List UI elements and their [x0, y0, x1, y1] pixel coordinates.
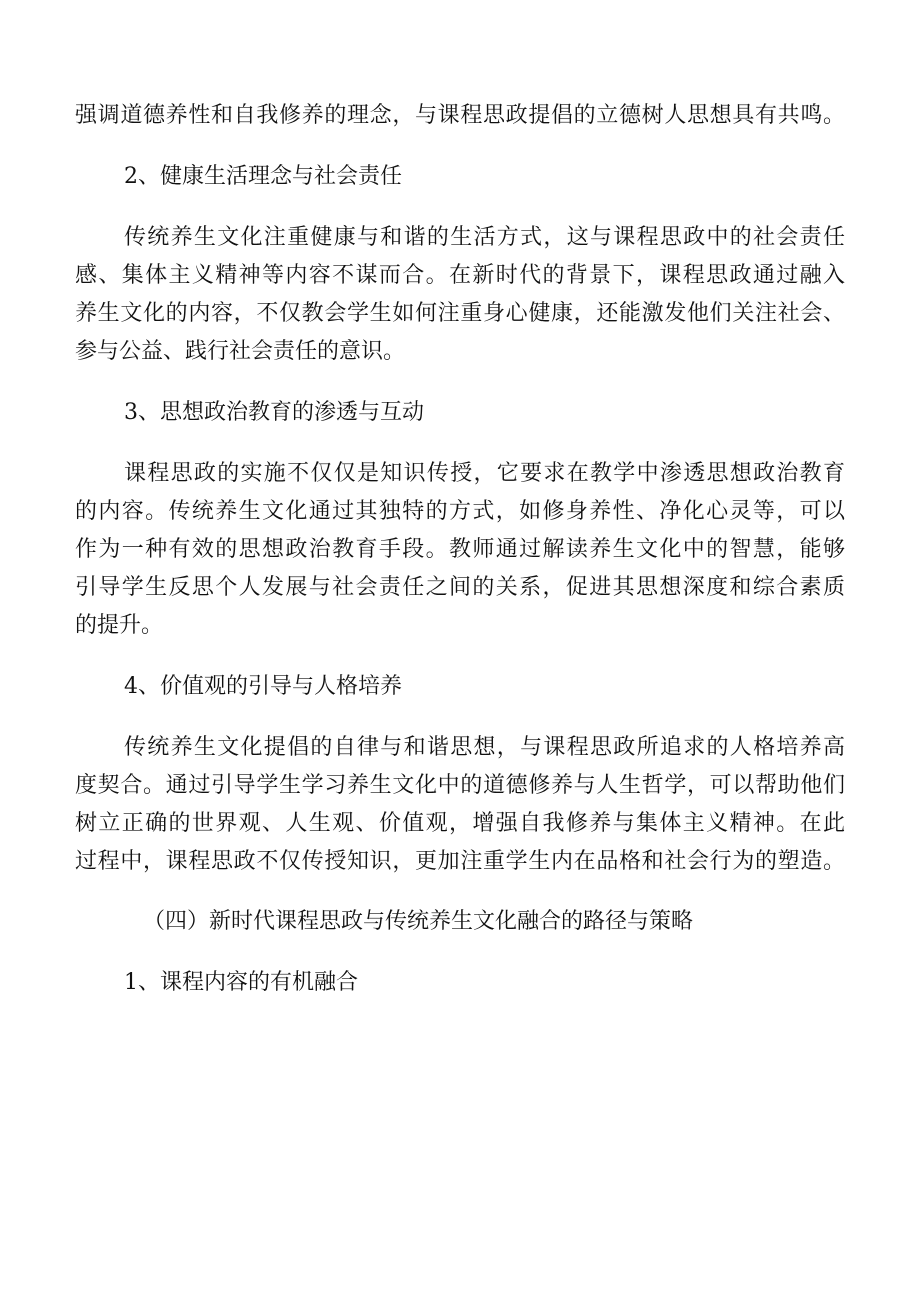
section-heading-text: （四）新时代课程思政与传统养生文化融合的路径与策略 — [143, 909, 694, 934]
text-line: 参与公益、践行社会责任的意识。 — [75, 339, 406, 364]
paragraph-health — [75, 219, 845, 371]
section-heading-4 — [75, 903, 845, 941]
heading-2 — [75, 158, 845, 196]
text-line: 的内容。传统养生文化通过其独特的方式，如修身养性、净化心灵等，可以 — [75, 499, 845, 524]
text-line: 的提升。 — [75, 613, 164, 638]
document-body — [75, 97, 845, 1002]
heading-text: 4、价值观的引导与人格培养 — [124, 674, 402, 699]
text-line: 度契合。通过引导学生学习养生文化中的道德修养与人生哲学，可以帮助他们 — [75, 773, 845, 798]
text-line: 强调道德养性和自我修养的理念，与课程思政提倡的立德树人思想具有共鸣。 — [75, 103, 845, 128]
text-line: 引导学生反思个人发展与社会责任之间的关系，促进其思想深度和综合素质 — [75, 575, 845, 600]
text-line: 传统养生文化注重健康与和谐的生活方式，这与课程思政中的社会责任 — [124, 225, 845, 250]
text-line: 养生文化的内容，不仅教会学生如何注重身心健康，还能激发他们关注社会、 — [75, 301, 845, 326]
heading-text: 1、课程内容的有机融合 — [124, 970, 358, 995]
text-line: 作为一种有效的思想政治教育手段。教师通过解读养生文化中的智慧，能够 — [75, 537, 845, 562]
paragraph-tail — [75, 97, 845, 135]
heading-3 — [75, 394, 845, 432]
heading-1 — [75, 964, 845, 1002]
heading-text: 2、健康生活理念与社会责任 — [124, 164, 402, 189]
heading-4 — [75, 668, 845, 706]
paragraph-ideology — [75, 455, 845, 645]
text-line: 过程中，课程思政不仅传授知识，更加注重学生内在品格和社会行为的塑造。 — [75, 849, 845, 874]
paragraph-values — [75, 729, 845, 881]
text-line: 感、集体主义精神等内容不谋而合。在新时代的背景下，课程思政通过融入 — [75, 263, 845, 288]
heading-text: 3、思想政治教育的渗透与互动 — [124, 400, 424, 425]
text-line: 传统养生文化提倡的自律与和谐思想，与课程思政所追求的人格培养高 — [124, 735, 845, 760]
text-line: 课程思政的实施不仅仅是知识传授，它要求在教学中渗透思想政治教育 — [124, 461, 845, 486]
text-line: 树立正确的世界观、人生观、价值观，增强自我修养与集体主义精神。在此 — [75, 811, 845, 836]
